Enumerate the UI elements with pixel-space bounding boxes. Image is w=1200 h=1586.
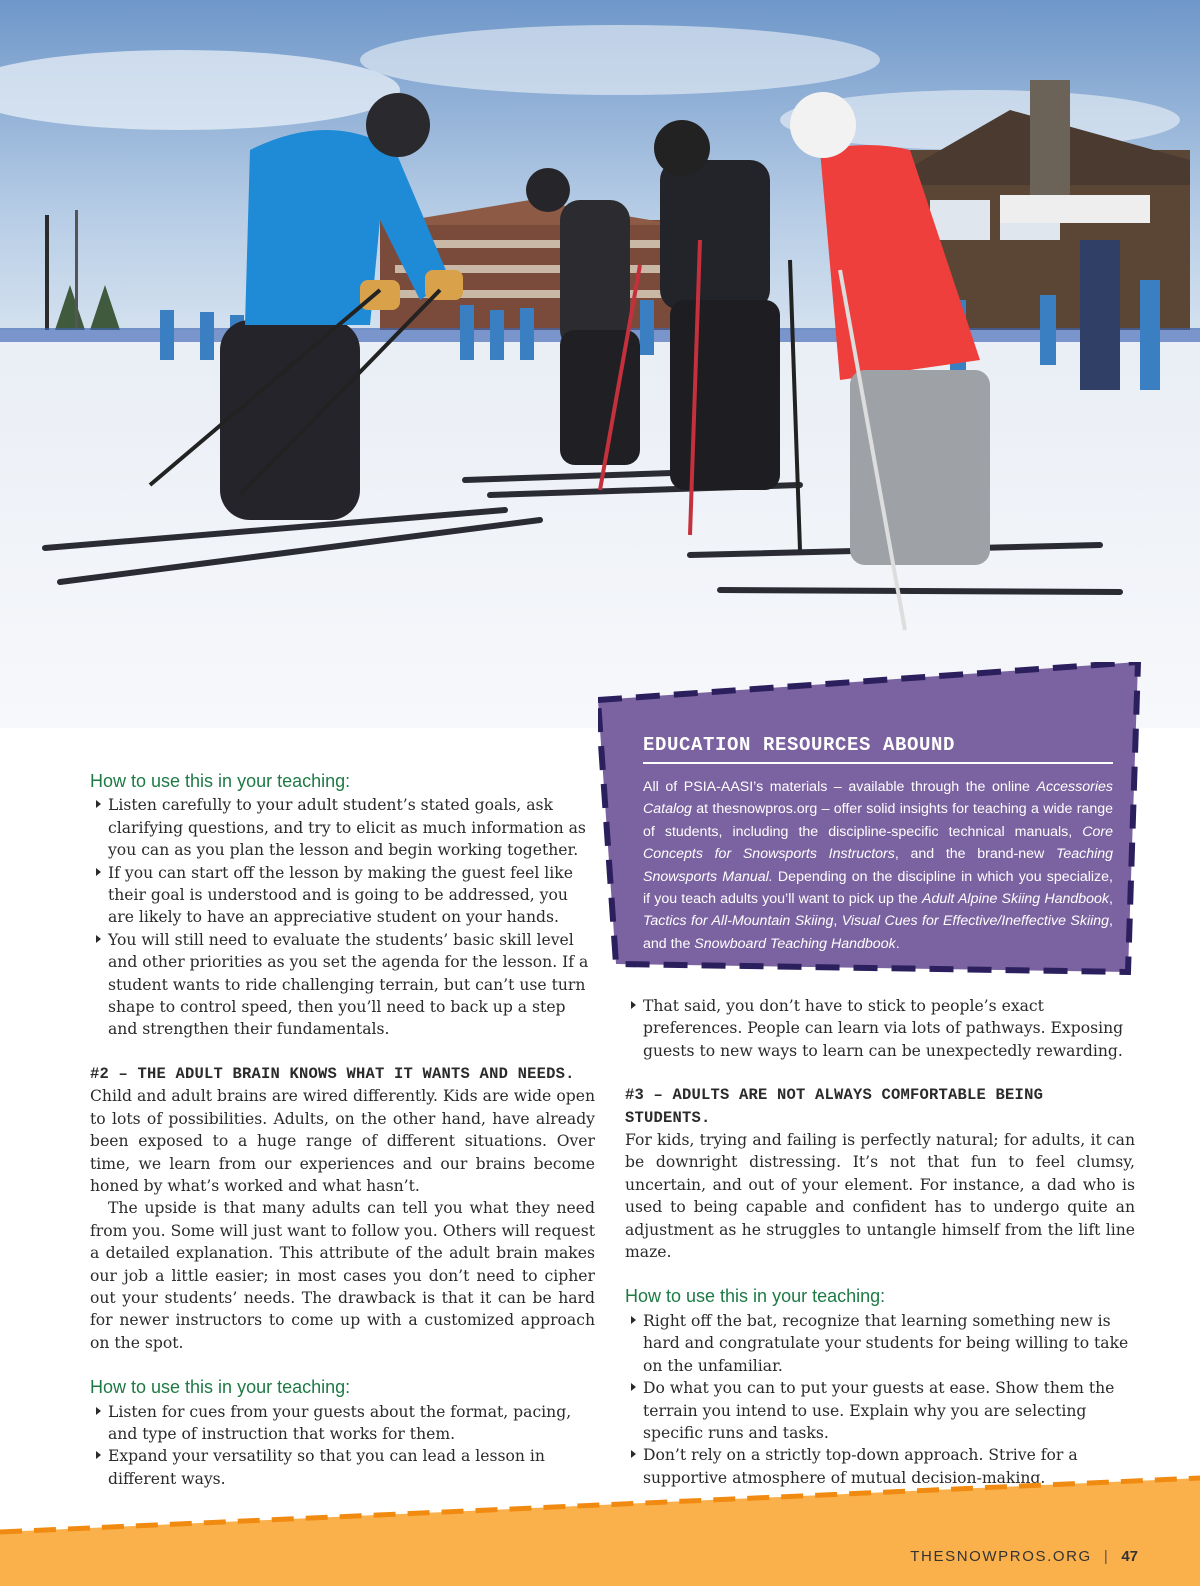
list-item: Do what you can to put your guests at ease. Show them the terrain you intend to use. Explain why you are selecting specific runs and tasks. (625, 1377, 1135, 1444)
page-footer (0, 1470, 1200, 1586)
list-item: If you can start off the lesson by making the guest feel like their goal is understood and is going to be addressed, you are likely to have an appreciative student on your hands. (90, 862, 595, 929)
list-item: That said, you don’t have to stick to people’s exact preferences. People can learn via lots of pathways. Exposing guests to new ways to learn can be unexpectedly rewarding. (625, 995, 1135, 1062)
footer-site: THESNOWPROS.ORG (910, 1548, 1092, 1565)
list-item: You will still need to evaluate the students’ basic skill level and other priorities as you set the agenda for the lesson. If a student wants to ride challenging terrain, but can’t use turn shape to control speed, then you’ll need to back up a step and strengthen their fundamentals. (90, 929, 595, 1041)
footer-band (0, 1470, 1200, 1586)
howto-heading-2: How to use this in your teaching: (90, 1377, 351, 1398)
list-item: Right off the bat, recognize that learning something new is hard and congratulate your students for being willing to take on the unfamiliar. (625, 1310, 1135, 1377)
right-column (625, 995, 1135, 1489)
footer-separator: | (1103, 1548, 1110, 1565)
list-item: Expand your versatility so that you can lead a lesson in different ways. (90, 1445, 595, 1490)
bullet-triangle-icon (631, 1450, 636, 1458)
hero-photo (0, 0, 1200, 728)
list-item: Listen carefully to your adult student’s stated goals, ask clarifying questions, and try to elicit as much information as you can as you plan the lesson and begin working together. (90, 794, 595, 861)
list-item: Listen for cues from your guests about the format, pacing, and type of instruction that works for them. (90, 1401, 595, 1446)
section-2-paragraph-1: Child and adult brains are wired differently. Kids are wide open to lots of possibilities. Adults, on the other hand, have already been exposed to a huge range of different situations. Over time, we learn from our experiences and our brains become honed by what’s worked and what hasn’t. (90, 1087, 595, 1195)
bullet-triangle-icon (96, 800, 101, 808)
continued-list (625, 995, 1135, 1062)
footer-text (910, 1548, 1138, 1565)
left-column (90, 770, 595, 1490)
section-3-paragraph-1: For kids, trying and failing is perfectly natural; for adults, it can be downright distressing. It’s not that fun to feel clumsy, uncertain, and out of your element. For instance, a dad who is used to being capable and confident has to undergo quite an adjustment as he struggles to untangle himself from the lift line maze. (625, 1131, 1135, 1262)
bullet-triangle-icon (96, 1407, 101, 1415)
bullet-triangle-icon (631, 1316, 636, 1324)
bullet-triangle-icon (631, 1001, 636, 1009)
howto-list-1 (90, 794, 595, 1040)
sidebar-title: EDUCATION RESOURCES ABOUND (643, 734, 1113, 764)
section-2-heading: #2 – THE ADULT BRAIN KNOWS WHAT IT WANTS AND NEEDS. (90, 1064, 575, 1083)
howto-heading-3: How to use this in your teaching: (625, 1286, 886, 1307)
education-resources-sidebar (598, 662, 1150, 987)
bullet-triangle-icon (631, 1383, 636, 1391)
bullet-triangle-icon (96, 1451, 101, 1459)
page-number: 47 (1121, 1548, 1138, 1565)
list-item: Don’t rely on a strictly top-down approach. Strive for a supportive atmosphere of mutual decision-making. (625, 1444, 1135, 1489)
bullet-triangle-icon (96, 868, 101, 876)
section-2-paragraph-2: The upside is that many adults can tell you what they need from you. Some will just want to follow you. Others will request a detailed explanation. This attribute of the adult brain makes our job a little easier; in most cases you don’t need to cipher out your students’ needs. The drawback is that it can be hard for newer instructors to come up with a customized approach on the spot. (90, 1199, 595, 1352)
sidebar-body: All of PSIA-AASI’s materials – available through the online Accessories Catalog at thesnowpros.org – offer solid insights for teaching a wide range of students, including the discipline-specific technical manuals, Core Concepts for Snowsports Instructors, and the brand-new Teaching Snowsports Manual. Depending on the discipline in which you specialize, if you teach adults you’ll want to pick up the Adult Alpine Skiing Handbook, Tactics for All-Mountain Skiing, Visual Cues for Effective/Ineffective Skiing, and the Snowboard Teaching Handbook. (643, 779, 1114, 952)
section-3-heading: #3 – ADULTS ARE NOT ALWAYS COMFORTABLE BEING STUDENTS. (625, 1086, 1044, 1127)
bullet-triangle-icon (96, 935, 101, 943)
howto-heading-1: How to use this in your teaching: (90, 771, 351, 791)
ski-lesson-illustration (0, 0, 1200, 728)
howto-list-3 (625, 1310, 1135, 1489)
